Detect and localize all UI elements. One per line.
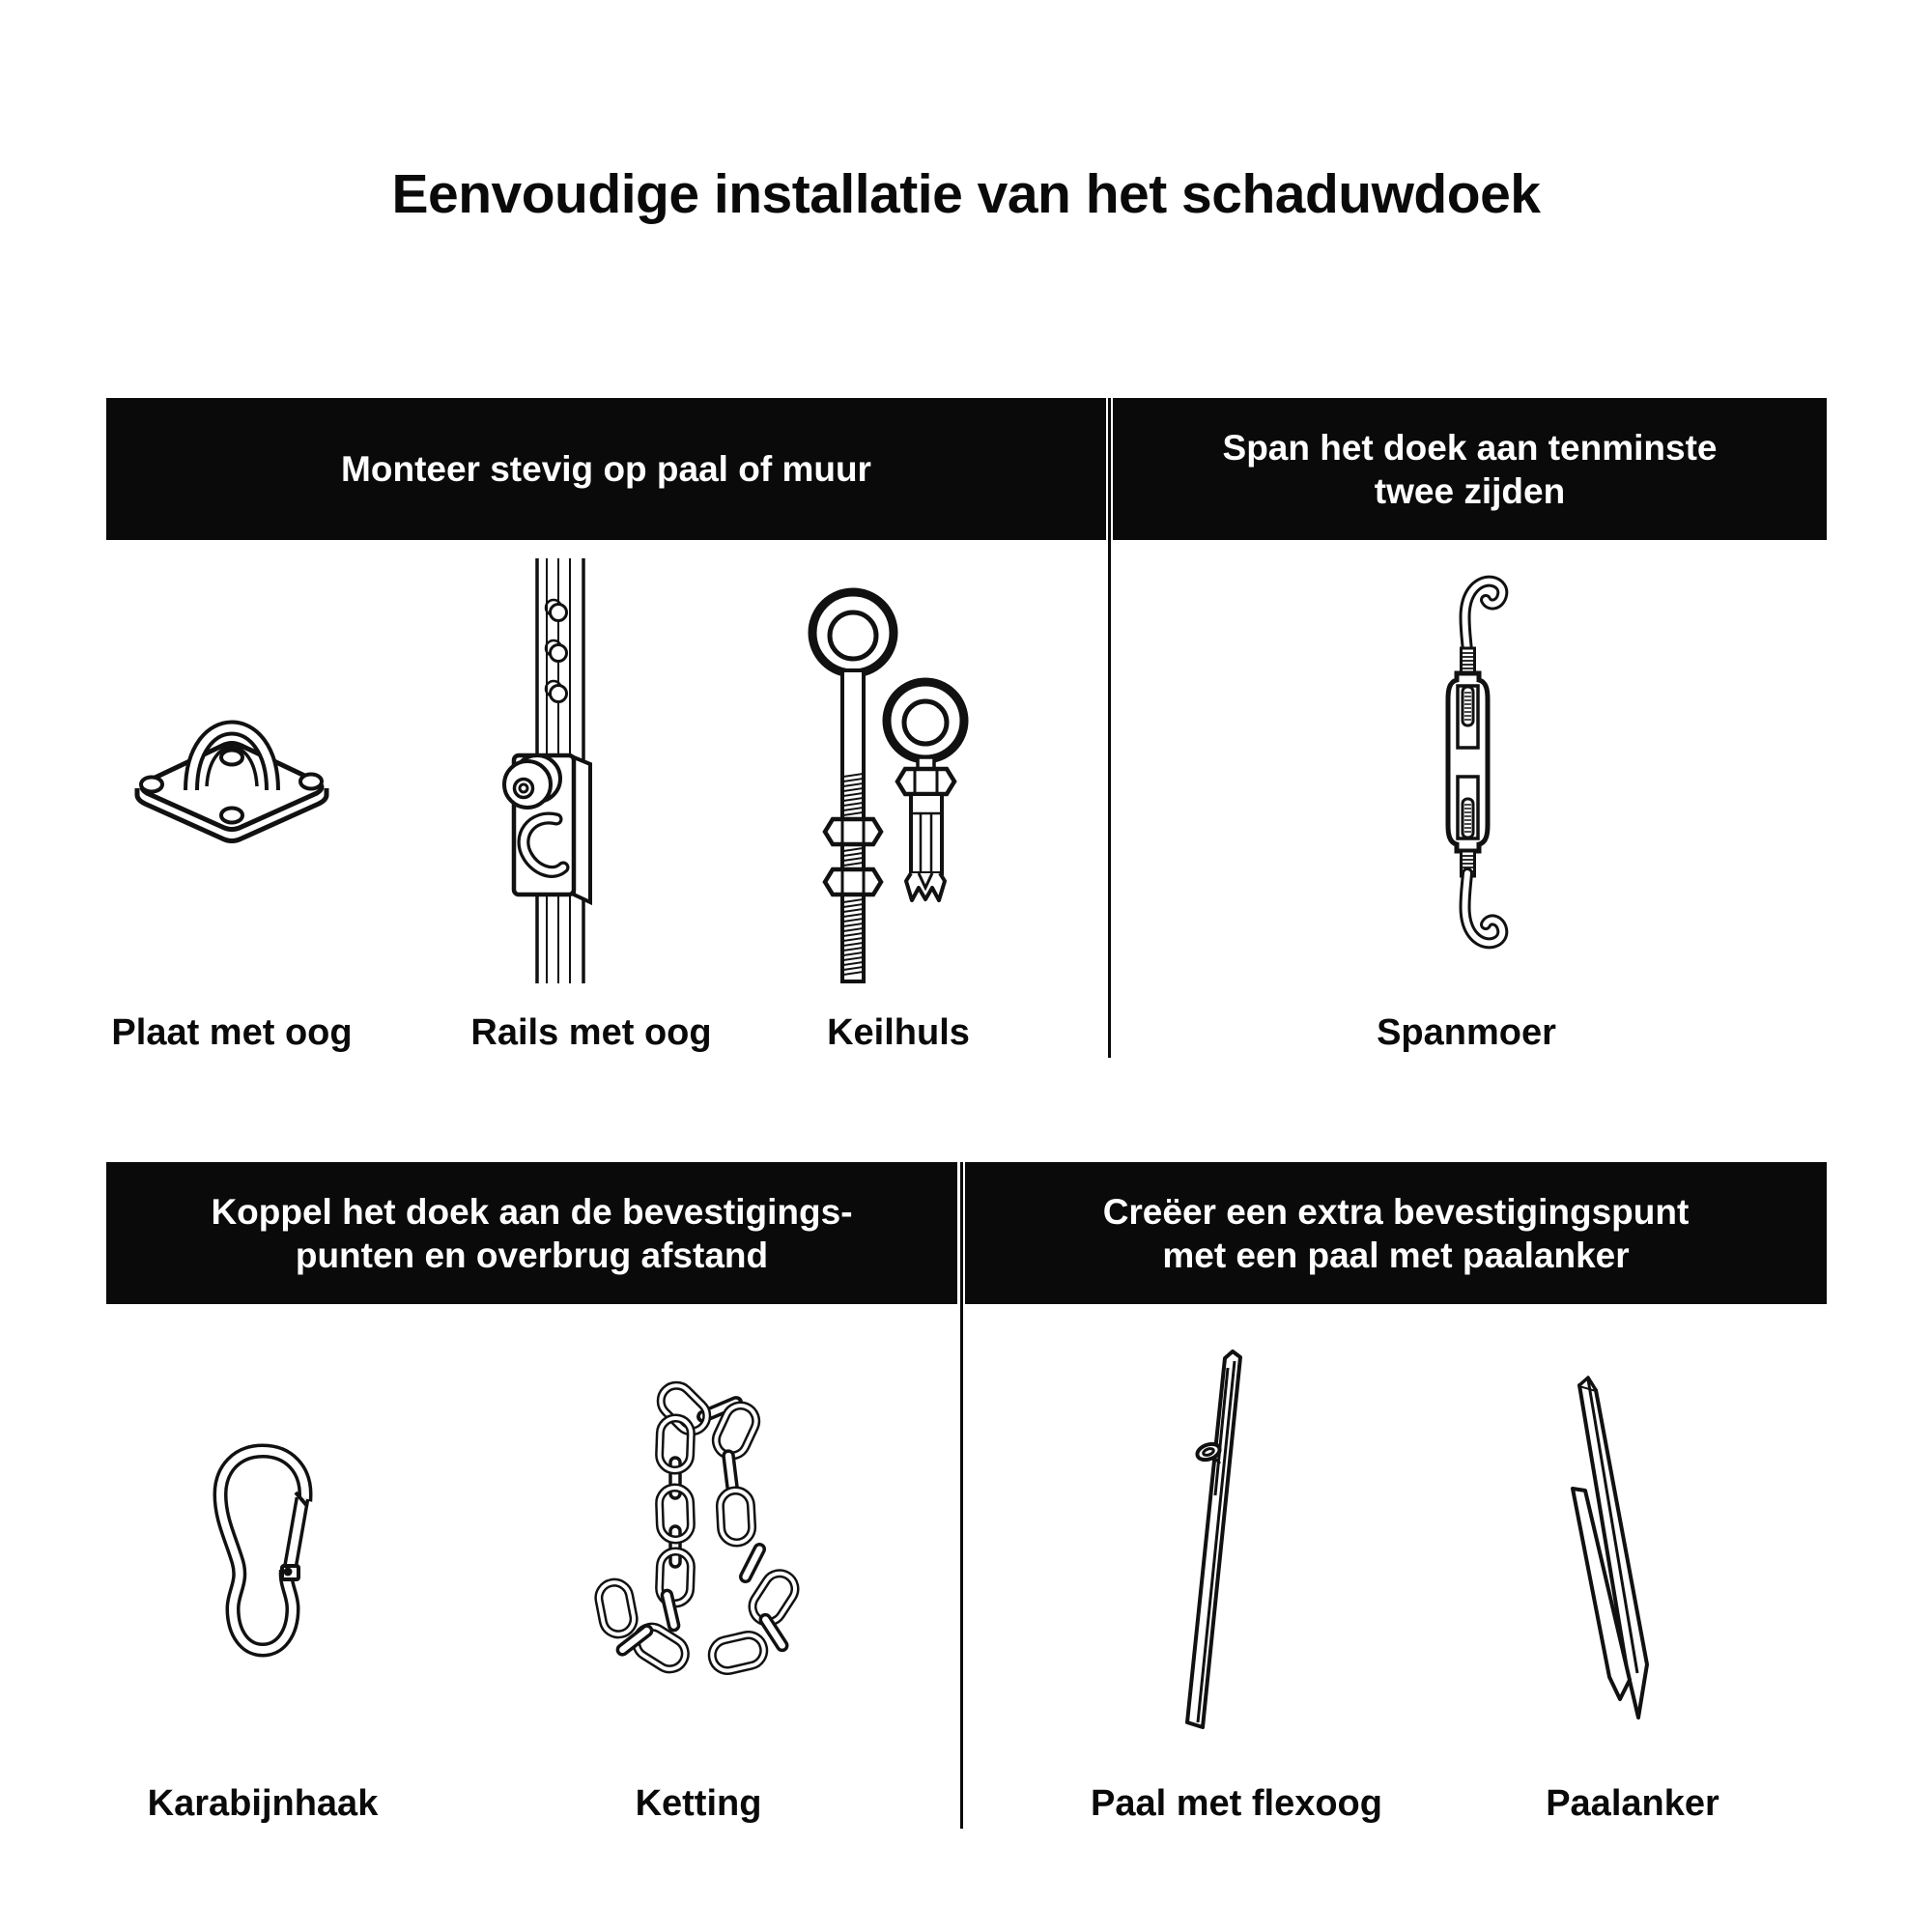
- header-line: punten en overbrug afstand: [295, 1235, 769, 1275]
- header-line: Creëer een extra bevestigingspunt: [1102, 1191, 1690, 1232]
- item-label: Karabijnhaak: [147, 1783, 379, 1824]
- chain-icon: [573, 1343, 824, 1748]
- item-label: Paal met flexoog: [1091, 1783, 1382, 1824]
- rail-with-eye-icon: [475, 558, 707, 983]
- expansion-eye-bolt-icon: [773, 558, 1024, 983]
- column-divider: [1108, 398, 1111, 1058]
- page-title: Eenvoudige installatie van het schaduwdoek: [391, 163, 1541, 225]
- item-label: Ketting: [635, 1783, 762, 1824]
- item-label: Spanmoer: [1377, 1012, 1556, 1053]
- header-line: Span het doek aan tenminste: [1222, 427, 1718, 468]
- ground-anchor-icon: [1512, 1343, 1753, 1748]
- pole-with-flex-eye-icon: [1116, 1343, 1357, 1748]
- panel-header-extra-point: [965, 1162, 1827, 1304]
- header-line: Koppel het doek aan de bevestigings-: [211, 1191, 853, 1232]
- panel-header-tension: [1113, 398, 1827, 540]
- header-line: twee zijden: [1374, 470, 1566, 511]
- item-label: Plaat met oog: [111, 1012, 353, 1053]
- panel-header-mount: [106, 398, 1106, 540]
- item-label: Paalanker: [1546, 1783, 1719, 1824]
- header-line: Monteer stevig op paal of muur: [341, 449, 871, 489]
- panel-header-connect: [106, 1162, 957, 1304]
- item-label: Rails met oog: [470, 1012, 712, 1053]
- turnbuckle-icon: [1350, 558, 1582, 983]
- header-line: met een paal met paalanker: [1162, 1235, 1630, 1275]
- item-label: Keilhuls: [827, 1012, 970, 1053]
- pad-eye-plate-icon: [87, 638, 377, 879]
- column-divider: [960, 1162, 963, 1829]
- carabiner-icon: [137, 1406, 388, 1744]
